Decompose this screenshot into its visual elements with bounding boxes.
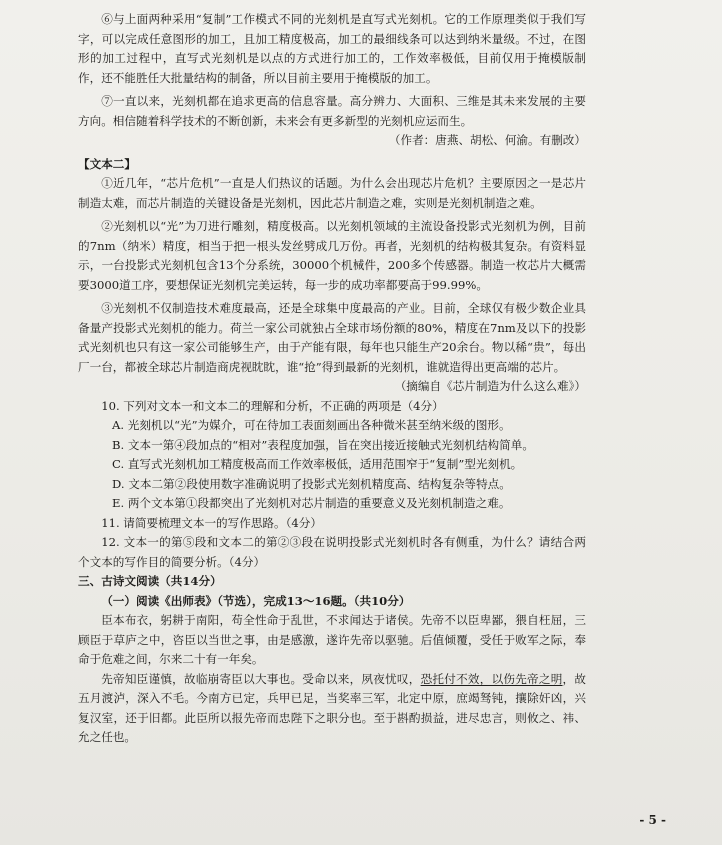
para-b-post: ，故五月渡泸，深入不毛。今南方已定，兵甲已足，当奖率三军，北定中原，庶竭驽钝，攘除奸凶，兴复汉室，还于旧都。此臣所以报先帝而忠陛下之职分也。至于斟酌损益，进尽忠言，则攸之、祎、允之任也。 [78, 671, 586, 744]
text2-paragraph-1: ①近几年，“芯片危机”一直是人们热议的话题。为什么会出现芯片危机？主要原因之一是芯片制造太难，而芯片制造的关键设备是光刻机，因此芯片制造之难，实则是光刻机制造之难。 [78, 176, 586, 210]
page-content [78, 10, 586, 748]
text2-header: 【文本二】 [78, 156, 136, 171]
text2-source: （摘编自《芯片制造为什么这么难》） [394, 379, 586, 393]
question-12: 12. 文本一的第⑤段和文本二的第②③段在说明投影式光刻机时各有侧重，为什么？请结合两个文本的写作目的简要分析。（4分） [78, 535, 586, 569]
option-d: D. 文本二第②段使用数字准确说明了投影式光刻机精度高、结构复杂等特点。 [112, 476, 511, 491]
text2-paragraph-2: ②光刻机以“光”为刀进行雕刻，精度极高。以光刻机领域的主流设备投影式光刻机为例，目前的7nm（纳米）精度，相当于把一根头发丝劈成几万份。再者，光刻机的结构极其复杂。有资料显示，一台投影式光刻机包含13个分系统，30000个机械件，200多个传感器。制造一枚芯片大概需要3000道工序，要想保证光刻机完美运转，每一步的成功率都要高于99.99%。 [78, 219, 586, 292]
reading-title: （一）阅读《出师表》（节选），完成13～16题。（共10分） [101, 593, 411, 608]
option-c: C. 直写式光刻机加工精度极高而工作效率极低，适用范围窄于“复制”型光刻机。 [112, 457, 523, 471]
option-a: A. 光刻机以“光”为媒介，可在待加工表面刻画出各种微米甚至纳米级的图形。 [112, 418, 511, 432]
para-b-pre: 先帝知臣谨慎，故临崩寄臣以大事也。受命以来，夙夜忧叹， [101, 671, 421, 686]
underlined-phrase: 恐托付不效，以伤先帝之明 [420, 671, 563, 686]
section-3-title: 三、古诗文阅读（共14分） [78, 574, 222, 588]
classical-paragraph-a: 臣本布衣，躬耕于南阳，苟全性命于乱世，不求闻达于诸侯。先帝不以臣卑鄙，猥自枉屈，三顾臣于草庐之中，咨臣以当世之事，由是感激，遂许先帝以驱驰。后值倾覆，受任于败军之际，奉命于危难之间，尔来二十有一年矣。 [78, 613, 586, 666]
classical-paragraph-b [78, 670, 586, 748]
text2-paragraph-3: ③光刻机不仅制造技术难度最高，还是全球集中度最高的产业。目前，全球仅有极少数企业具备量产投影式光刻机的能力。荷兰一家公司就独占全球市场份额的80%，精度在7nm及以下的投影式光刻机也只有这一家公司能够生产，由于产能有限，每年也只能生产20余台。物以稀“贵”，每出厂一台，都被全球芯片制造商虎视眈眈，谁“抢”得到最新的光刻机，谁就造得出更高端的芯片。 [78, 301, 586, 374]
question-11: 11. 请简要梳理文本一的写作思路。（4分） [101, 515, 322, 530]
page-number: - 5 - [639, 813, 666, 827]
option-b: B. 文本一第④段加点的“相对”表程度加强，旨在突出接近接触式光刻机结构简单。 [112, 437, 534, 452]
option-e: E. 两个文本第①段都突出了光刻机对芯片制造的重要意义及光刻机制造之难。 [112, 496, 511, 510]
question-10-options [112, 416, 586, 514]
text1-paragraph-6: ⑥与上面两种采用“复制”工作模式不同的光刻机是直写式光刻机。它的工作原理类似于我们写字，可以完成任意图形的加工，且加工精度极高，加工的最细线条可以达到纳米量级。不过，在图形的加工过程中，直写式光刻机是以点的方式进行加工的，工作效率极低，目前仅用于掩模版制作，还不能胜任大批量结构的制备，所以目前主要用于掩模版的加工。 [78, 12, 586, 85]
text1-source: （作者：唐燕、胡松、何渝。有删改） [388, 133, 586, 147]
text1-paragraph-7: ⑦一直以来，光刻机都在追求更高的信息容量。高分辨力、大面积、三维是其未来发展的主要方向。相信随着科学技术的不断创新，未来会有更多新型的光刻机应运而生。 [78, 94, 586, 128]
question-10: 10. 下列对文本一和文本二的理解和分析，不正确的两项是（4分） [101, 398, 444, 413]
